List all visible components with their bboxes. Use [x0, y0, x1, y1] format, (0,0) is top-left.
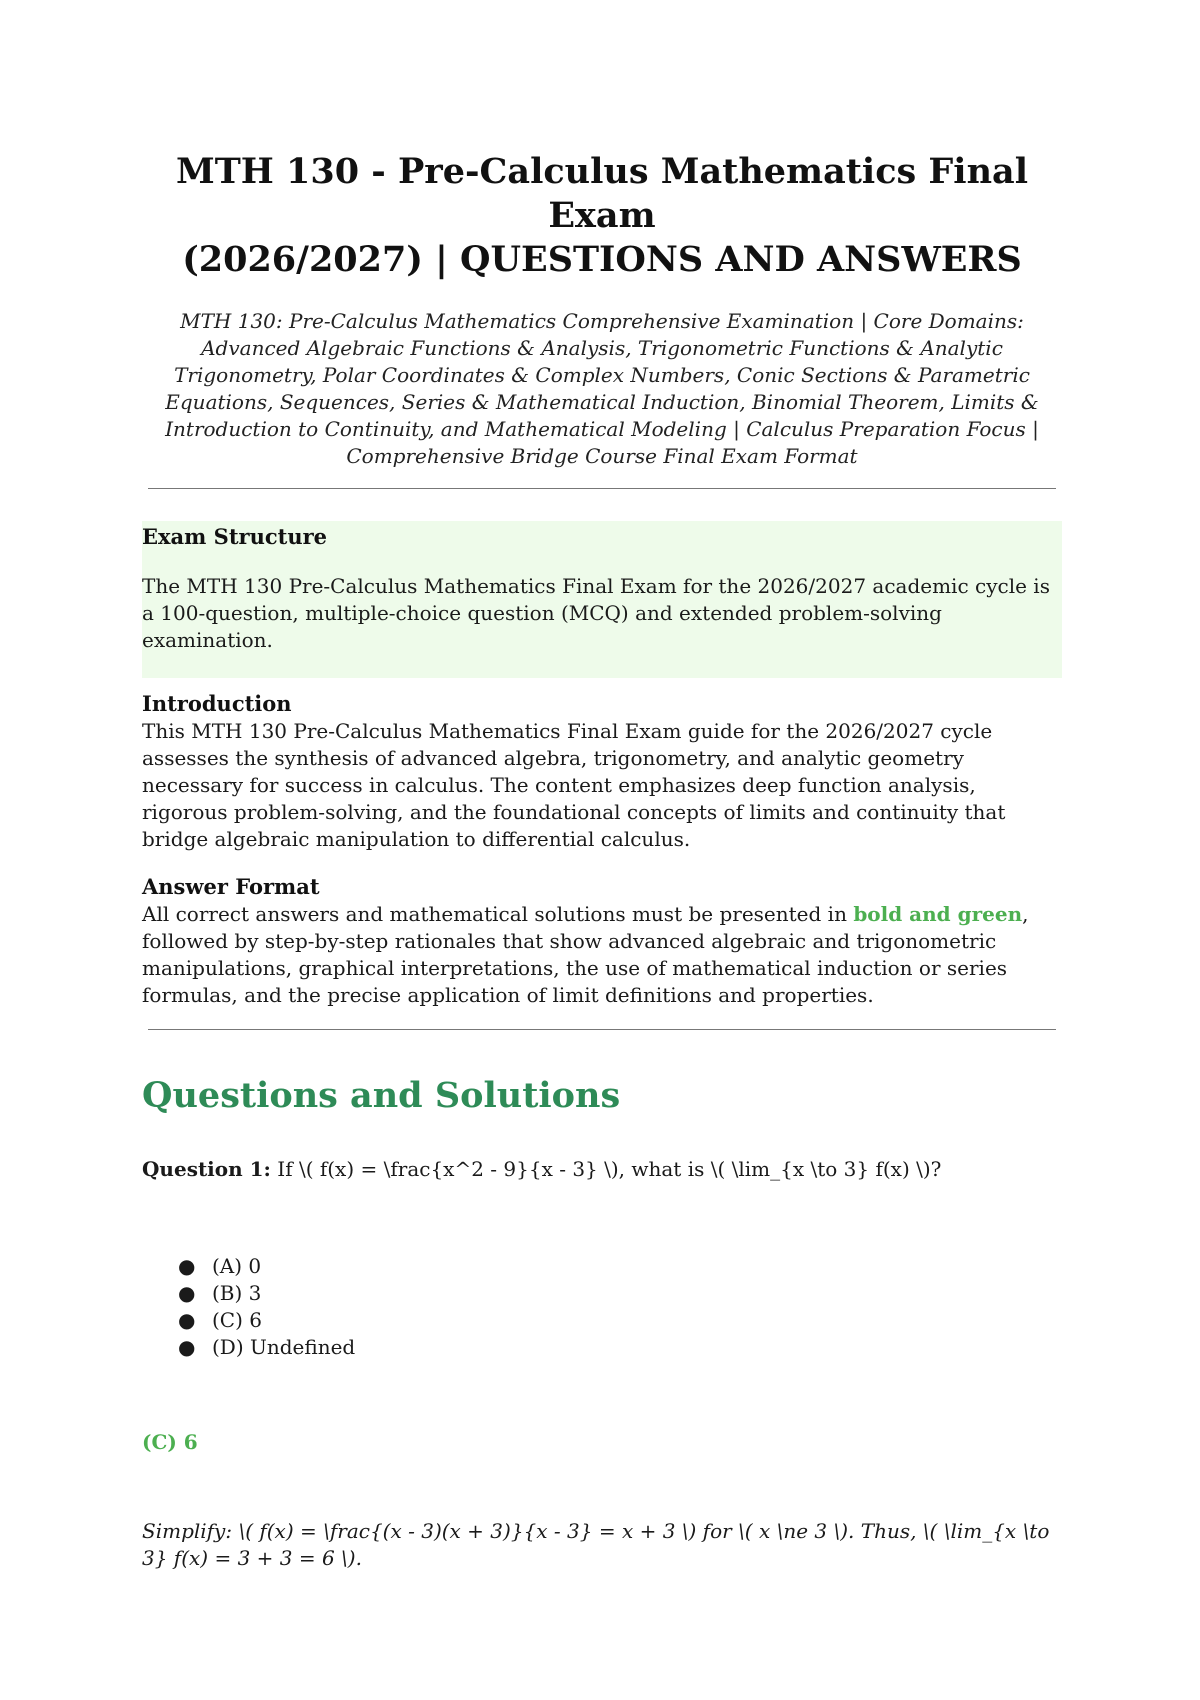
answer-format-heading: Answer Format — [142, 874, 320, 899]
option-c-label: (C) 6 — [212, 1308, 262, 1332]
option-b — [178, 1280, 1062, 1307]
document-page — [142, 150, 1062, 1572]
question-1-options — [142, 1253, 1062, 1361]
bullet-icon: ● — [178, 1254, 196, 1278]
document-title-line-2: (2026/2027) | QUESTIONS AND ANSWERS — [182, 239, 1022, 280]
document-title — [142, 150, 1062, 282]
answer-format-highlight: bold and green — [853, 902, 1023, 926]
answer-format-text-before: All correct answers and mathematical solutions must be presented in — [142, 902, 854, 926]
questions-section-heading: Questions and Solutions — [142, 1075, 621, 1116]
option-d-label: (D) Undefined — [212, 1335, 356, 1359]
document-title-line-1: MTH 130 - Pre-Calculus Mathematics Final Exam — [175, 151, 1028, 236]
answer-format-text — [142, 901, 1062, 1009]
bullet-icon: ● — [178, 1308, 196, 1332]
exam-structure-heading: Exam Structure — [142, 524, 328, 549]
answer-format-text-after: , followed by step-by-step rationales that show advanced algebraic and trigonometric manipulations, graphical interpretations, the use of mathematical induction or series formulas, and the precise application of limit definitions and properties. — [142, 902, 1029, 1007]
divider — [148, 1029, 1056, 1030]
introduction-heading: Introduction — [142, 691, 292, 716]
question-1-rationale: Simplify: \( f(x) = \frac{(x - 3)(x + 3)}{x - 3} = x + 3 \) for \( x \ne 3 \). Thus, \( \lim_{x \to 3} f(x) = 3 + 3 = 6 \). — [142, 1519, 1050, 1570]
introduction-text: This MTH 130 Pre-Calculus Mathematics Final Exam guide for the 2026/2027 cycle assesses the synthesis of advanced algebra, trigonometry, and analytic geometry necessary for success in calculus. The content emphasizes deep function analysis, rigorous problem-solving, and the foundational concepts of limits and continuity that bridge algebraic manipulation to differential calculus. — [142, 719, 1006, 851]
introduction-section — [142, 690, 1062, 853]
option-d — [178, 1334, 1062, 1361]
option-c — [178, 1307, 1062, 1334]
answer-format-section — [142, 873, 1062, 1009]
question-1-text: If \( f(x) = \frac{x^2 - 9}{x - 3} \), what is \( \lim_{x \to 3} f(x) \)? — [270, 1157, 942, 1181]
question-1 — [142, 1156, 1062, 1183]
bullet-icon: ● — [178, 1335, 196, 1359]
exam-structure-box — [142, 521, 1062, 678]
document-subtitle: MTH 130: Pre-Calculus Mathematics Comprehensive Examination | Core Domains: Advanced Algebraic Functions & Analysis, Trigonometric Functions & Analytic Trigonometry, Polar Coordinates & Complex Numbers, Conic Sections & Parametric Equations, Sequences, Series & Mathematical Induction, Binomial Theorem, Limits & Introduction to Continuity, and Mathematical Modeling | Calculus Preparation Focus | Comprehensive Bridge Course Final Exam Format — [165, 309, 1039, 468]
question-1-label: Question 1: — [142, 1157, 271, 1181]
divider — [148, 488, 1056, 489]
option-b-label: (B) 3 — [212, 1281, 262, 1305]
bullet-icon: ● — [178, 1281, 196, 1305]
option-a-label: (A) 0 — [212, 1254, 262, 1278]
question-1-answer: (C) 6 — [142, 1430, 198, 1454]
option-a — [178, 1253, 1062, 1280]
exam-structure-text: The MTH 130 Pre-Calculus Mathematics Final Exam for the 2026/2027 academic cycle is a 100-question, multiple-choice question (MCQ) and extended problem-solving examination. — [142, 574, 1050, 652]
